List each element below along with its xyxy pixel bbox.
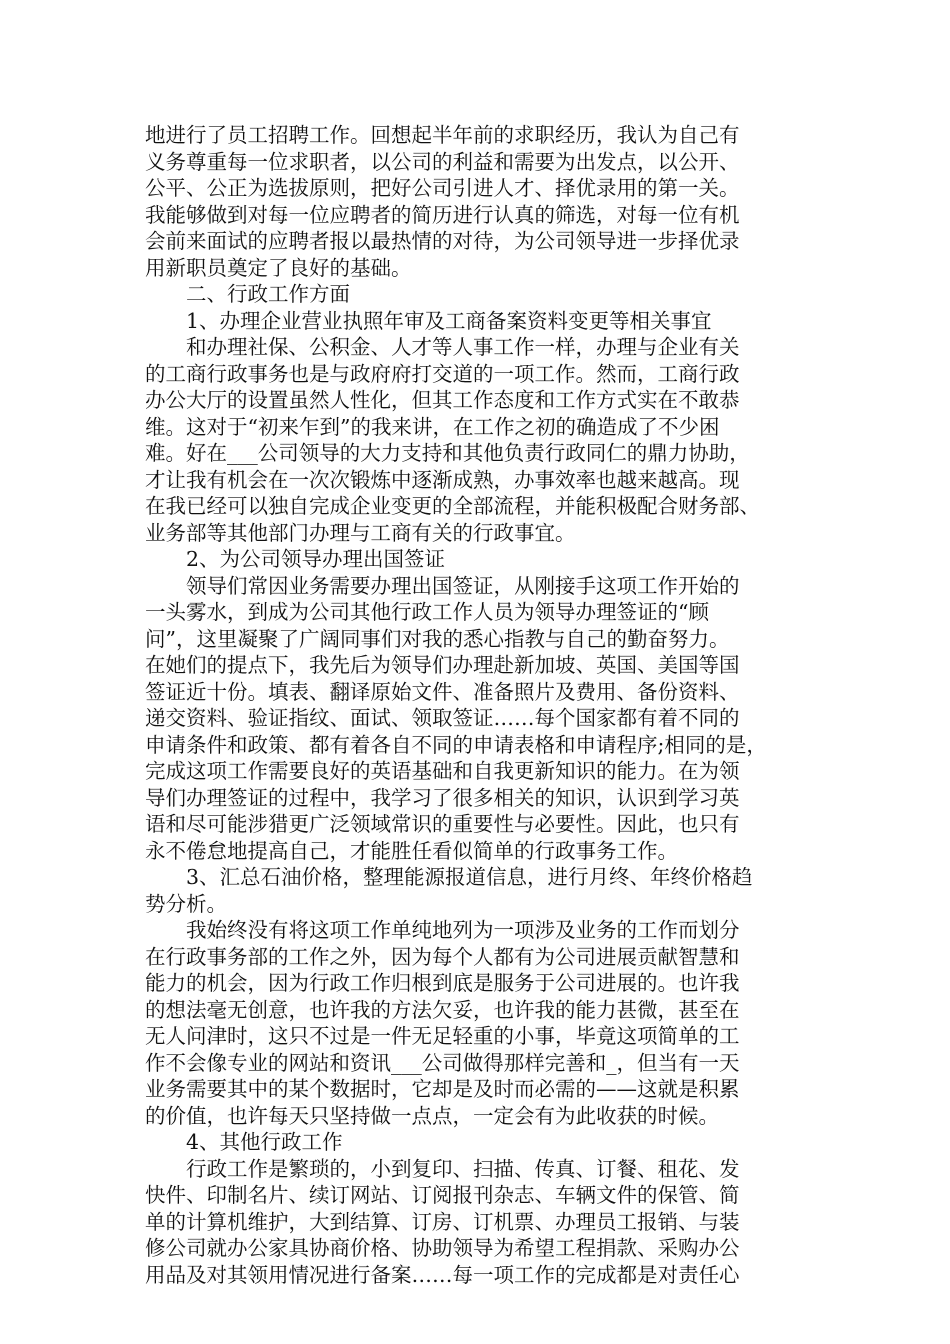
document-page bbox=[145, 122, 825, 1288]
text-line: 领导们常因业务需要办理出国签证，从刚接手这项工作开始的 bbox=[186, 573, 740, 598]
text-line: 会前来面试的应聘者报以最热情的对待，为公司领导进一步择优录 bbox=[145, 229, 740, 253]
text-line: 一头雾水，到成为公司其他行政工作人员为领导办理签证的“顾 bbox=[145, 600, 709, 624]
text-line: 的想法毫无创意，也许我的方法欠妥，也许我的能力甚微，甚至在 bbox=[145, 997, 740, 1022]
text-line: 问”，这里凝聚了广阔同事们对我的悉心指教与自己的勤奋努力。 bbox=[145, 626, 730, 651]
text-line: 我始终没有将这项工作单纯地列为一项涉及业务的工作而划分 bbox=[186, 918, 740, 942]
text-line: 4、其他行政工作 bbox=[186, 1130, 343, 1154]
text-line: 办公大厅的设置虽然人性化，但其工作态度和工作方式实在不敢恭 bbox=[145, 388, 740, 412]
text-line: 难。好在___公司领导的大力支持和其他负责行政同仁的鼎力协助， bbox=[145, 441, 750, 465]
text-line: 导们办理签证的过程中，我学习了很多相关的知识，认识到学习英 bbox=[145, 785, 740, 810]
text-line: 永不倦怠地提高自己，才能胜任看似简单的行政事务工作。 bbox=[145, 838, 678, 863]
text-line: 的工商行政事务也是与政府府打交道的一项工作。然而，工商行政 bbox=[145, 361, 740, 386]
text-line: 公平、公正为选拔原则，把好公司引进人才、择优录用的第一关。 bbox=[145, 176, 740, 200]
text-line: 单的计算机维护，大到结算、订房、订机票、办理员工报销、与装 bbox=[145, 1209, 740, 1234]
text-line: 递交资料、验证指纹、面试、领取签证……每个国家都有着不同的 bbox=[145, 706, 740, 730]
text-line: 用品及对其领用情况进行备案……每一项工作的完成都是对责任心 bbox=[145, 1262, 740, 1287]
text-line: 地进行了员工招聘工作。回想起半年前的求职经历，我认为自己有 bbox=[145, 123, 740, 147]
text-line: 3、汇总石油价格，整理能源报道信息，进行月终、年终价格趋 bbox=[186, 865, 753, 889]
text-line: 在行政事务部的工作之外，因为每个人都有为公司进展贡献智慧和 bbox=[145, 944, 740, 969]
text-line: 快件、印制名片、续订网站、订阅报刊杂志、车辆文件的保管、简 bbox=[145, 1183, 740, 1207]
text-line: 才让我有机会在一次次锻炼中逐渐成熟，办事效率也越来越高。现 bbox=[145, 467, 740, 492]
text-line: 能力的机会，因为行政工作归根到底是服务于公司进展的。也许我 bbox=[145, 971, 740, 995]
text-line: 申请条件和政策、都有着各自不同的申请表格和申请程序;相同的是， bbox=[145, 732, 767, 757]
text-line: 二、行政工作方面 bbox=[186, 282, 350, 306]
text-line: 用新职员奠定了良好的基础。 bbox=[145, 255, 412, 280]
text-line: 2、为公司领导办理出国签证 bbox=[186, 547, 446, 571]
text-line: 在她们的提点下，我先后为领导们办理赴新加坡、英国、美国等国 bbox=[145, 653, 740, 677]
text-line: 在我已经可以独自完成企业变更的全部流程，并能积极配合财务部、 bbox=[145, 494, 760, 518]
text-line: 和办理社保、公积金、人才等人事工作一样，办理与企业有关 bbox=[186, 335, 740, 359]
text-line: 1、办理企业营业执照年审及工商备案资料变更等相关事宜 bbox=[186, 308, 712, 333]
text-line: 完成这项工作需要良好的英语基础和自我更新知识的能力。在为领 bbox=[145, 759, 740, 783]
text-line: 义务尊重每一位求职者，以公司的利益和需要为出发点，以公开、 bbox=[145, 149, 740, 174]
text-line: 业务需要其中的某个数据时，它却是及时而必需的——这就是积累 bbox=[145, 1077, 740, 1101]
text-line: 业务部等其他部门办理与工商有关的行政事宜。 bbox=[145, 520, 576, 545]
text-line: 我能够做到对每一位应聘者的简历进行认真的筛选，对每一位有机 bbox=[145, 202, 740, 227]
text-line: 语和尽可能涉猎更广泛领域常识的重要性与必要性。因此，也只有 bbox=[145, 812, 740, 836]
text-line: 势分析。 bbox=[145, 891, 227, 916]
text-line: 维。这对于“初来乍到”的我来讲，在工作之初的确造成了不少困 bbox=[145, 414, 720, 439]
text-line: 无人问津时，这只不过是一件无足轻重的小事，毕竟这项简单的工 bbox=[145, 1024, 740, 1048]
text-line: 作不会像专业的网站和资讯___公司做得那样完善和_，但当有一天 bbox=[145, 1050, 740, 1075]
text-line: 修公司就办公家具协商价格、协助领导为希望工程捐款、采购办公 bbox=[145, 1236, 740, 1260]
text-line: 签证近十份。填表、翻译原始文件、准备照片及费用、备份资料、 bbox=[145, 679, 740, 704]
text-line: 行政工作是繁琐的，小到复印、扫描、传真、订餐、租花、发 bbox=[186, 1156, 740, 1181]
text-line: 的价值，也许每天只坚持做一点点，一定会有为此收获的时候。 bbox=[145, 1103, 719, 1128]
